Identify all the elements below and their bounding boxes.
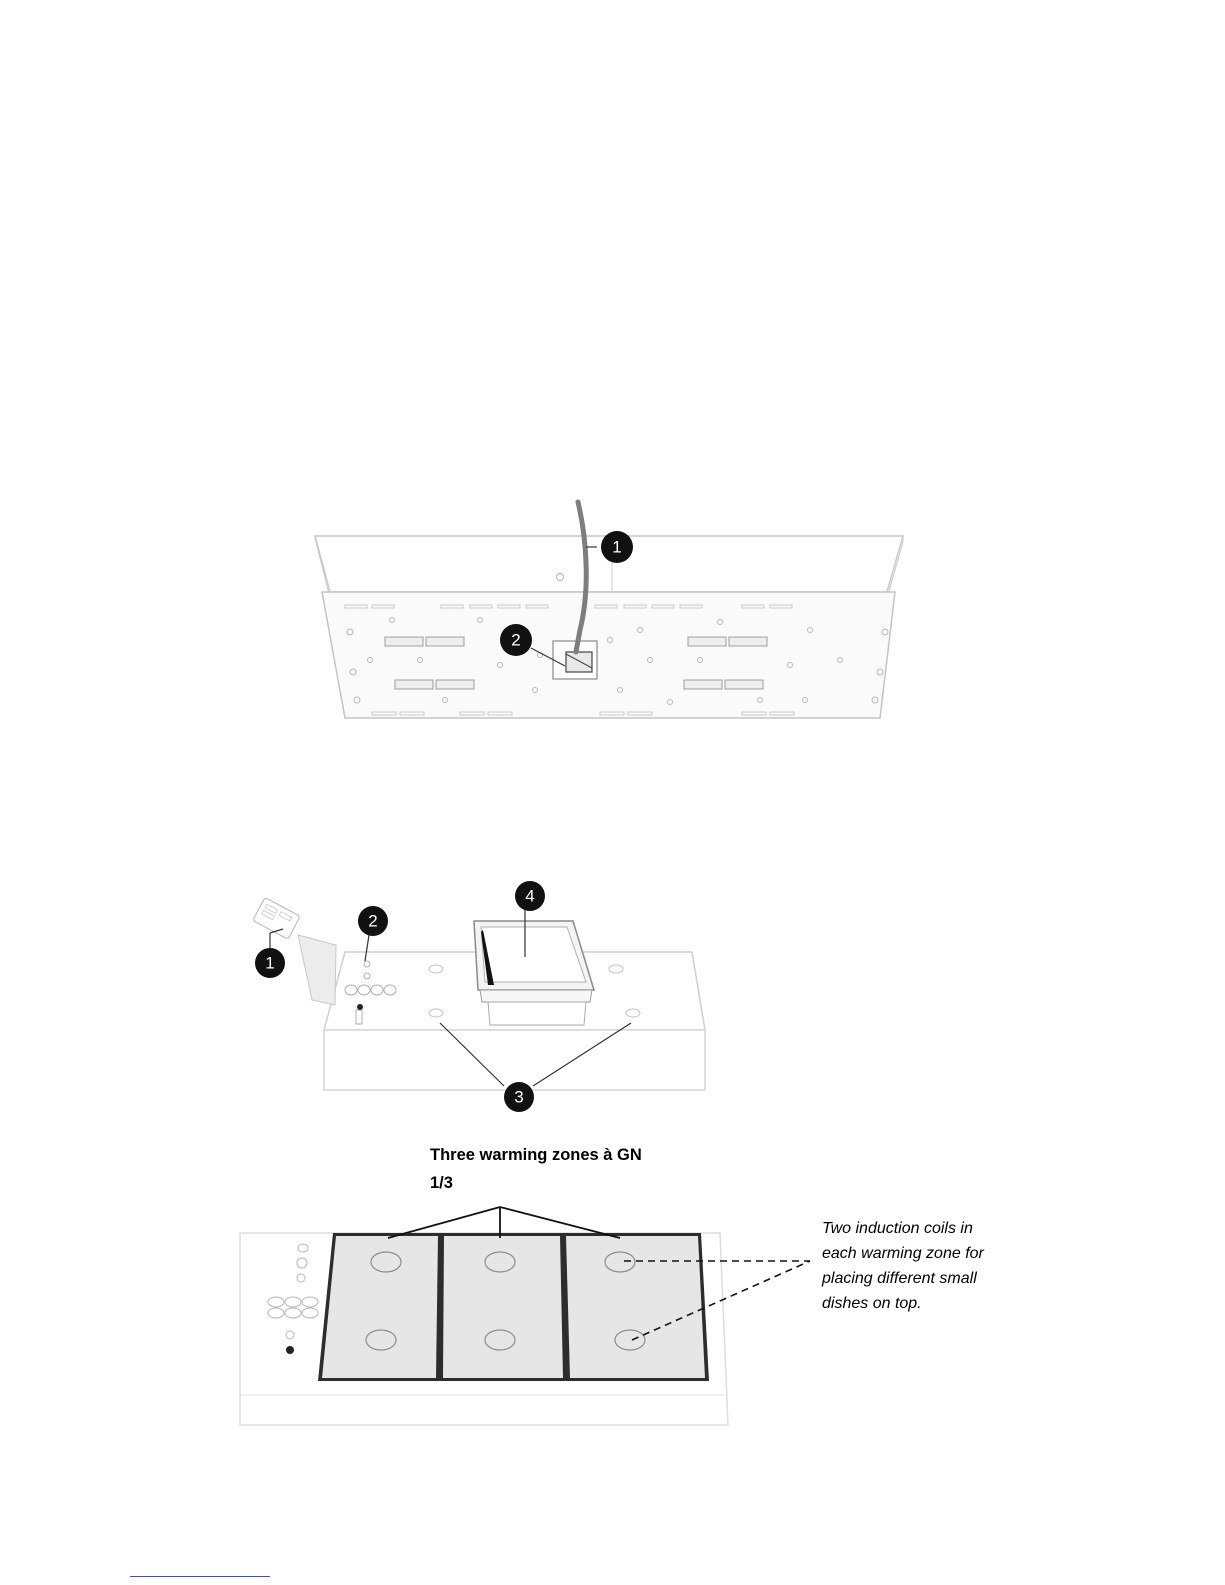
zones-title-line-1: Three warming zones à GN	[430, 1146, 642, 1164]
callout-2	[500, 624, 532, 656]
svg-text:2: 2	[511, 630, 521, 650]
appliance-callout-3	[504, 1082, 534, 1112]
coil-note-line-4: dishes on top.	[822, 1295, 922, 1312]
callout-1	[601, 531, 633, 563]
zones-figure	[240, 1207, 810, 1425]
coil-note-line-1: Two induction coils in	[822, 1220, 973, 1237]
coil-note-line-2: each warming zone for	[822, 1245, 984, 1262]
coil-note-line-3: placing different small	[822, 1270, 977, 1287]
zones-title	[430, 1141, 670, 1197]
svg-text:3: 3	[514, 1087, 524, 1107]
svg-text:2: 2	[368, 911, 378, 931]
appliance-figure	[253, 881, 705, 1112]
underside-figure	[315, 502, 903, 718]
appliance-callout-4	[515, 881, 545, 911]
coil-note	[822, 1216, 992, 1316]
footnote-rule	[130, 1576, 270, 1577]
svg-text:4: 4	[525, 886, 535, 906]
zones-title-line-2: 1/3	[430, 1174, 453, 1192]
appliance-callout-1	[255, 948, 285, 978]
svg-text:1: 1	[265, 953, 275, 973]
appliance-callout-2	[358, 906, 388, 936]
svg-text:1: 1	[612, 537, 622, 557]
